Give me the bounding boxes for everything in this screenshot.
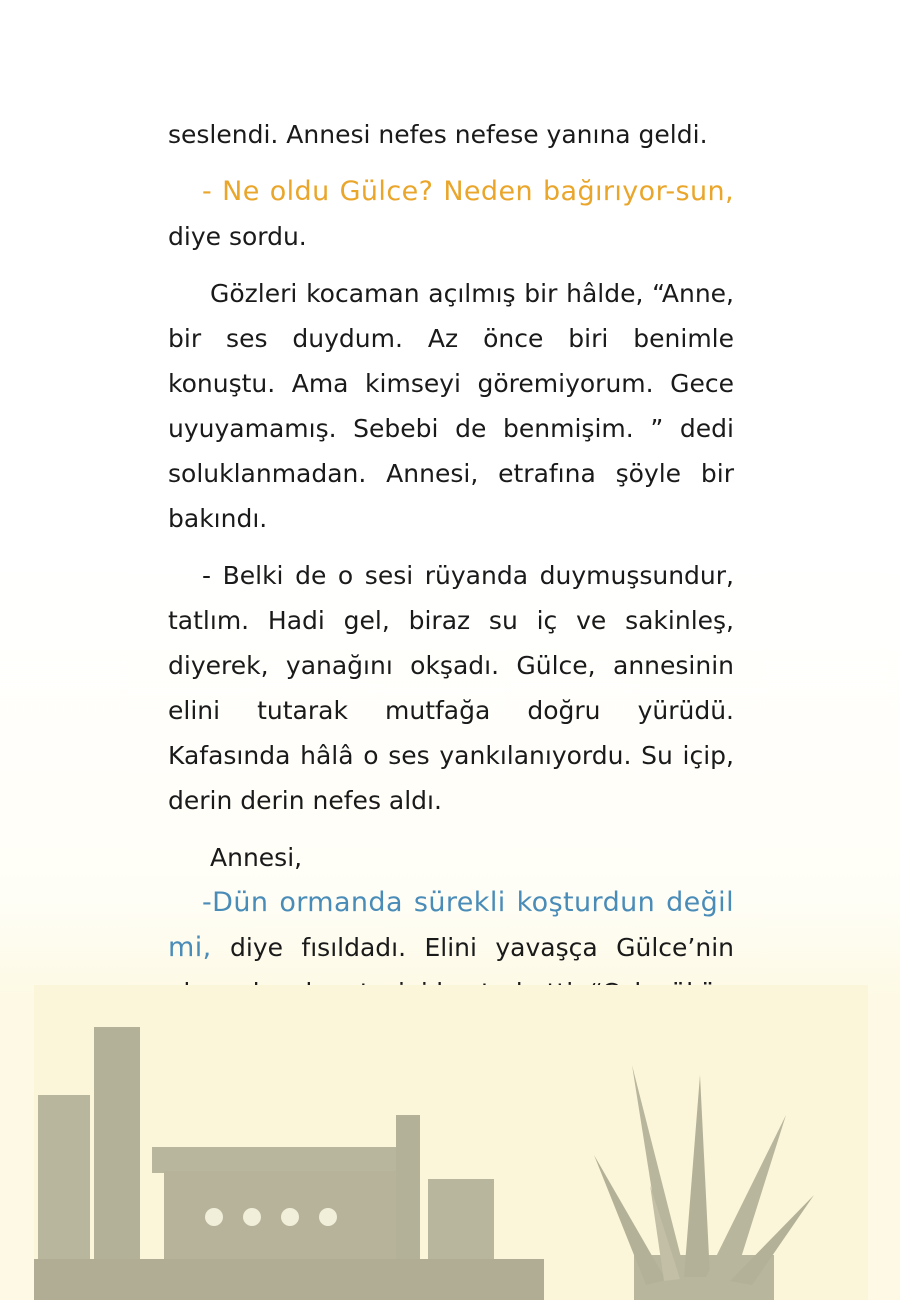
paragraph-3: [168, 271, 734, 541]
shelf: [34, 1259, 544, 1300]
paragraph-4-text: - Belki de o sesi rüyanda duymuşsundur, tatlım. Hadi gel, biraz su iç ve sakinleş, diyerek, yanağını okşadı. Gülce, annesinin elini tutarak mutfağa doğru yürüdü. Kafasında hâlâ o ses yankılanıyordu. Su içip, derin derin nefes aldı.: [168, 561, 734, 815]
paragraph-4: [168, 553, 734, 823]
box-dot-3: [281, 1208, 299, 1226]
paragraph-3-text: Gözleri kocaman açılmış bir hâlde, “Anne, bir ses duydum. Az önce biri benimle konuştu. Ama kimseyi göremiyorum. Gece uyuyamamış. Sebebi de benmişim. ” dedi soluklanmadan. Annesi, etrafına şöyle bir bakındı.: [168, 279, 734, 533]
story-text: [168, 112, 734, 1105]
paragraph-5-text: Annesi,: [210, 843, 303, 872]
box-lid: [152, 1147, 414, 1173]
box-dot-2: [243, 1208, 261, 1226]
blue-dialogue: -Dün ormanda sürekli koşturdun değil mi,: [168, 887, 734, 963]
shelf-illustration: [34, 985, 868, 1300]
paragraph-1-text: seslendi. Annesi nefes nefese yanına geldi.: [168, 120, 708, 149]
orange-dialogue: - Ne oldu Gülce? Neden bağırıyor-sun,: [202, 176, 734, 207]
paragraph-1: [168, 112, 734, 157]
box-dot-1: [205, 1208, 223, 1226]
box-dot-4: [319, 1208, 337, 1226]
paragraph-2-text: diye sordu.: [168, 222, 307, 251]
paragraph-5: [168, 835, 734, 880]
paragraph-6-text: diye fısıldadı. Elini yavaşça Gülce’nin: [230, 933, 734, 962]
paragraph-2: [168, 169, 734, 259]
